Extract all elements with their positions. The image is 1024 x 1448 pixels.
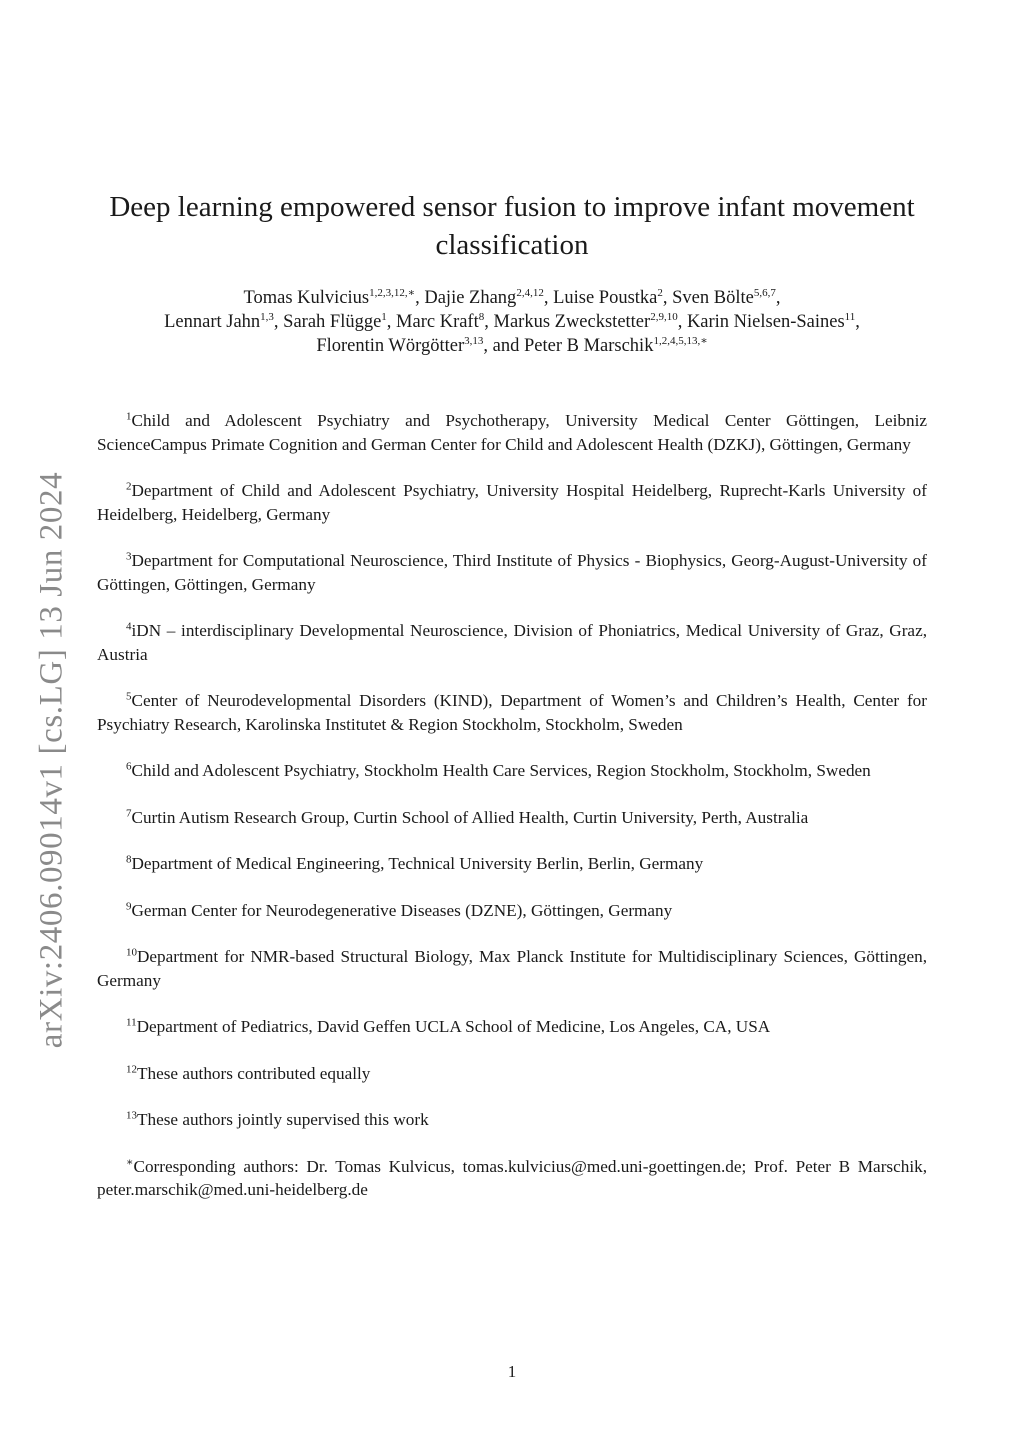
affiliation-number: ∗: [126, 1155, 134, 1168]
author-separator: ,: [273, 312, 284, 332]
author-separator: ,: [775, 288, 781, 308]
affiliation-text: Center of Neurodevelopmental Disorders (KIND), Department of Women’s and Children’s Health, Center for Psychiatry Research, Karolinska Institutet & Region Stockholm, Stockholm, Sweden: [97, 691, 927, 734]
author-affiliation-marks: 8: [478, 310, 485, 323]
title-line-2: classification: [435, 229, 589, 261]
author-name: Peter B Marschik: [523, 336, 654, 356]
affiliation-item: [97, 1062, 927, 1086]
affiliation-item: [97, 1015, 927, 1039]
author-affiliation-marks: 1,3: [260, 310, 274, 323]
author-name: Markus Zweckstetter: [493, 312, 651, 332]
author-name: Florentin Wörgötter: [316, 336, 465, 356]
affiliation-number: 9: [126, 899, 132, 912]
affiliation-text: These authors contributed equally: [137, 1063, 371, 1083]
affiliation-item: [97, 549, 927, 596]
author-affiliation-marks: 1: [381, 310, 387, 323]
affiliation-item: [97, 409, 927, 456]
author-list: [0, 286, 1024, 358]
author-affiliation-marks: 3,13: [464, 334, 484, 347]
author-name: Tomas Kulvicius: [243, 288, 370, 308]
affiliation-text: iDN – interdisciplinary Developmental Neuroscience, Division of Phoniatrics, Medical University of Graz, Graz, Austria: [97, 621, 927, 664]
author-name: Luise Poustka: [553, 288, 658, 308]
affiliation-text: Curtin Autism Research Group, Curtin School of Allied Health, Curtin University, Perth, Australia: [131, 807, 809, 827]
author-name: Marc Kraft: [396, 312, 479, 332]
author-affiliation-marks: 2,4,12: [516, 286, 544, 299]
author-separator: ,: [484, 312, 494, 332]
page-number: 1: [507, 1362, 517, 1381]
author-separator: ,: [855, 312, 860, 332]
affiliation-number: 1: [126, 410, 132, 423]
affiliation-item: [97, 852, 927, 876]
author-name: Sven Bölte: [672, 288, 754, 308]
affiliation-text: Department for NMR-based Structural Biology, Max Planck Institute for Multidisciplinary Sciences, Göttingen, Germany: [97, 947, 927, 990]
author-affiliation-marks: 11: [844, 310, 856, 323]
affiliation-item: [97, 479, 927, 526]
affiliation-number: 6: [126, 760, 132, 773]
author-affiliation-marks: 2: [657, 286, 663, 299]
author-name: Sarah Flügge: [283, 312, 382, 332]
affiliation-item: [97, 759, 927, 783]
affiliation-list: [97, 409, 927, 1225]
affiliation-item: [97, 689, 927, 736]
affiliation-text: Department for Computational Neuroscience, Third Institute of Physics - Biophysics, Georg-August-University of Göttingen, Göttingen, Germany: [97, 551, 927, 594]
affiliation-item: [97, 806, 927, 830]
affiliation-text: Corresponding authors: Dr. Tomas Kulvicus, tomas.kulvicius@med.uni-goettingen.de; Prof. Peter B Marschik, peter.marschik@med.uni-heidelberg.de: [97, 1156, 927, 1199]
affiliation-text: Department of Medical Engineering, Technical University Berlin, Berlin, Germany: [131, 854, 704, 873]
author-affiliation-marks: 2,9,10: [650, 310, 678, 323]
affiliation-number: 3: [126, 550, 132, 563]
affiliation-item: [97, 945, 927, 992]
affiliation-number: 2: [126, 480, 132, 493]
author-separator: ,: [415, 288, 425, 308]
affiliation-text: Department of Pediatrics, David Geffen UCLA School of Medicine, Los Angeles, CA, USA: [136, 1017, 771, 1036]
affiliation-number: 8: [126, 853, 132, 866]
arxiv-watermark: arXiv:2406.09014v1 [cs.LG] 13 Jun 2024: [33, 471, 70, 1049]
author-name: Karin Nielsen-Saines: [686, 312, 845, 332]
author-separator: ,: [543, 288, 554, 308]
affiliation-item: [97, 619, 927, 666]
author-separator: ,: [386, 312, 397, 332]
paper-title: [0, 188, 1024, 264]
author-affiliation-marks: 5,6,7: [753, 286, 776, 299]
affiliation-text: Child and Adolescent Psychiatry, Stockholm Health Care Services, Region Stockholm, Stockholm, Sweden: [131, 761, 871, 780]
affiliation-number: 10: [126, 946, 137, 959]
affiliation-text: Department of Child and Adolescent Psychiatry, University Hospital Heidelberg, Ruprecht-Karls University of Heidelberg, Heidelberg, Germany: [97, 481, 927, 524]
author-line-1: [0, 286, 1024, 310]
author-separator: , and: [483, 336, 524, 356]
affiliation-item: [97, 899, 927, 923]
affiliation-number: 13: [126, 1109, 137, 1122]
author-separator: ,: [662, 288, 673, 308]
author-affiliation-marks: 1,2,3,12,∗: [369, 286, 416, 299]
affiliation-text: Child and Adolescent Psychiatry and Psychotherapy, University Medical Center Göttingen, Leibniz ScienceCampus Primate Cognition and German Center for Child and Adolescent Health (DZKJ), Göttingen, Germany: [97, 411, 927, 454]
affiliation-item: [97, 1108, 927, 1132]
author-affiliation-marks: 1,2,4,5,13,∗: [653, 334, 708, 347]
affiliation-number: 12: [126, 1062, 137, 1075]
author-name: Dajie Zhang: [424, 288, 517, 308]
title-line-1: Deep learning empowered sensor fusion to improve infant movement: [109, 191, 915, 223]
affiliation-number: 4: [126, 620, 132, 633]
affiliation-item: [97, 1155, 927, 1202]
affiliation-number: 7: [126, 806, 132, 819]
affiliation-number: 5: [126, 690, 132, 703]
affiliation-text: German Center for Neurodegenerative Diseases (DZNE), Göttingen, Germany: [131, 900, 673, 920]
author-line-2: [0, 310, 1024, 334]
affiliation-text: These authors jointly supervised this work: [137, 1110, 429, 1129]
affiliation-number: 11: [126, 1016, 137, 1029]
author-name: Lennart Jahn: [164, 312, 261, 332]
author-separator: ,: [677, 312, 687, 332]
author-line-3: [0, 334, 1024, 358]
